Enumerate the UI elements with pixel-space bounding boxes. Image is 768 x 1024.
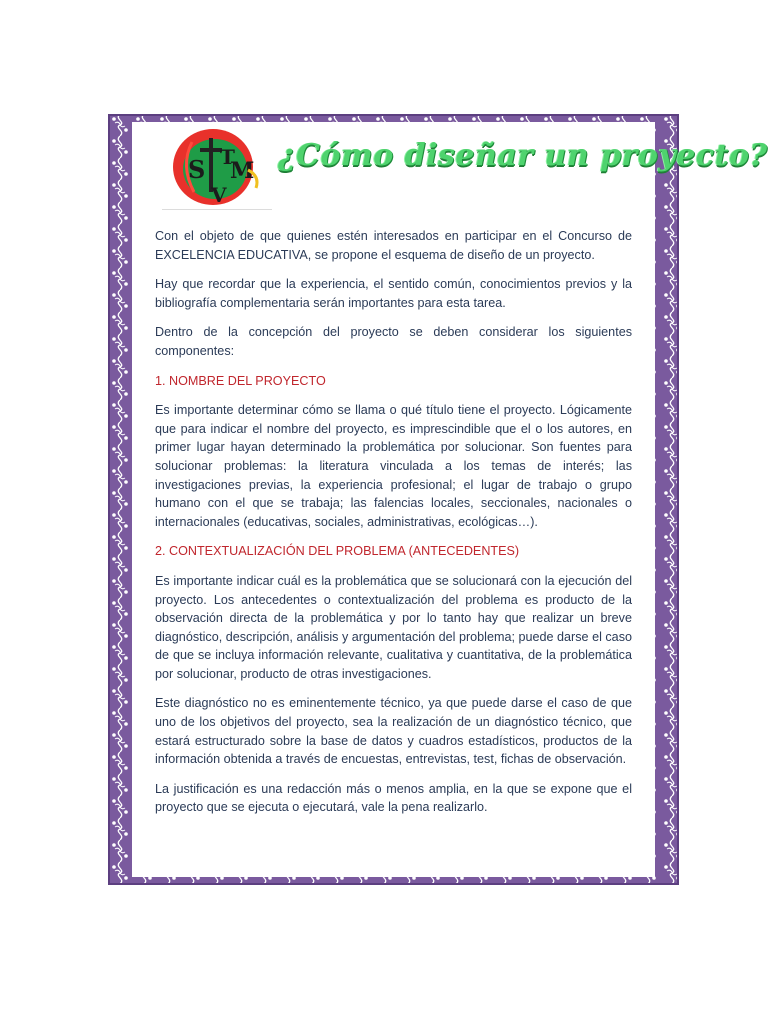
section-heading-contextualizacion: 2. CONTEXTUALIZACIÓN DEL PROBLEMA (ANTECEDENTES) [155,544,520,559]
paragraph-section-1: Es importante determinar cómo se llama o qué título tiene el proyecto. Lógicamente que para indicar el nombre del proyecto, es imprescindible que el o los autores, en primer lugar hayan determinado la problemática por solucionar. Son fuentes para solucionar problemas: la literatura vinculada a los temas de interés; las investigaciones previas, la experiencia profesional; el lugar de trabajo o grupo humano con el que se trabaja; las falencias locales, seccionales, nacionales o internacionales (educativas, sociales, administrativas, ecológicas…). [155,403,632,529]
school-logo-icon [170,126,266,210]
svg-text:S: S [188,155,206,184]
page-title: ¿Cómo diseñar un proyecto? [278,138,768,173]
paragraph-section-2a: Es importante indicar cuál es la problemática que se solucionará con la ejecución del proyecto. Los antecedentes o contextualización del problema es producto de la observación directa de la problemática y por lo tanto hay que realizar un breve diagnóstico, descripción, análisis y argumentación del problema; puede darse el caso de que se incluya información relevante, cualitativa y cuantitativa, de la problemática por solucionar, producto de otras investigaciones. [155,573,632,681]
paragraph-intro-1: Con el objeto de que quienes estén interesados en participar en el Concurso de EXCELENCIA EDUCATIVA, se propone el esquema de diseño de un proyecto. [155,229,632,262]
svg-text:V: V [211,183,227,207]
svg-text:M: M [230,158,255,184]
decorative-border-frame [108,114,768,885]
paragraph-section-2b: Este diagnóstico no es eminentemente técnico, ya que puede darse el caso de que uno de los objetivos del proyecto, sea la realización de un diagnóstico técnico, que estará estructurado sobre la base de datos y cuadros estadísticos, productos de la información obtenida a través de encuestas, entrevistas, test, fichas de observación. [155,696,632,767]
paragraph-section-2c: La justificación es una redacción más o menos amplia, en la que se expone que el proyecto que se ejecuta o ejecutará, vale la pena realizarlo. [155,781,632,815]
section-heading-nombre: 1. NOMBRE DEL PROYECTO [155,373,326,388]
document-page [132,122,768,877]
paragraph-intro-3: Dentro de la concepción del proyecto se deben considerar los siguientes componentes: [155,325,632,358]
svg-text:T: T [220,145,235,169]
paragraph-intro-2: Hay que recordar que la experiencia, el sentido común, conocimientos previos y la bibliografía complementaria serán importantes para esta tarea. [155,277,632,310]
logo-underline [162,209,272,210]
document-body [155,227,632,828]
